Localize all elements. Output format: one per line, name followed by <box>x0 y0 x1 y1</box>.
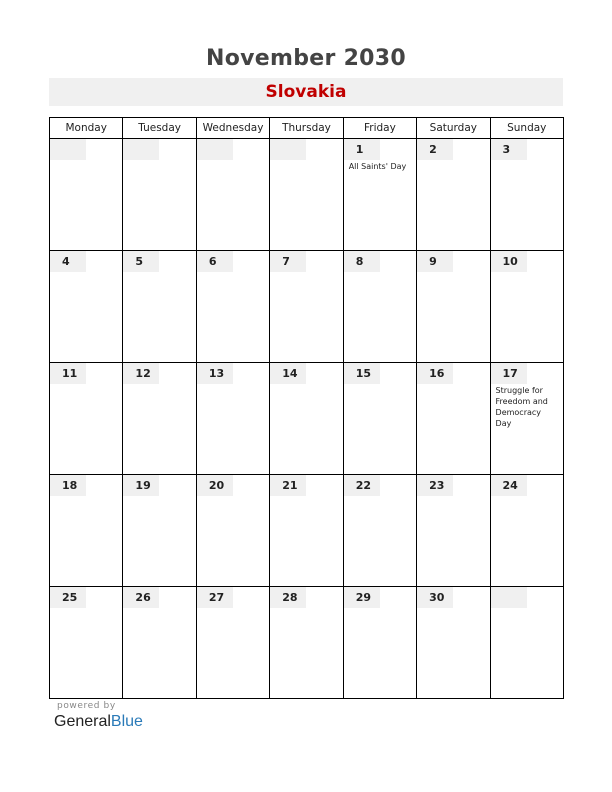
day-cell <box>417 475 490 587</box>
day-number: 28 <box>270 587 306 608</box>
brand-blue: Blue <box>110 713 143 730</box>
day-cell <box>50 363 123 475</box>
holiday-label: Struggle for Freedom and Democracy Day <box>495 386 548 428</box>
day-cell <box>270 587 343 699</box>
powered-by-text: powered by <box>57 701 116 711</box>
week-row <box>50 475 564 587</box>
day-number: 18 <box>50 475 86 496</box>
day-number: 20 <box>197 475 233 496</box>
day-cell <box>196 475 269 587</box>
day-number: 22 <box>344 475 380 496</box>
day-number: 29 <box>344 587 380 608</box>
brand-general: General <box>54 713 111 730</box>
day-cell <box>270 251 343 363</box>
day-cell <box>490 587 563 699</box>
day-cell <box>123 475 196 587</box>
day-cell <box>417 139 490 251</box>
day-number: 13 <box>197 363 233 384</box>
day-number: 1 <box>344 139 380 160</box>
day-number: 26 <box>123 587 159 608</box>
weekday-header: Saturday <box>417 118 490 139</box>
calendar-title: November 2030 <box>205 46 407 71</box>
weekday-header: Tuesday <box>123 118 196 139</box>
country-name: Slovakia <box>265 82 347 102</box>
day-number: 5 <box>123 251 159 272</box>
holiday-label: All Saints' Day <box>348 162 407 171</box>
weekday-header: Sunday <box>490 118 563 139</box>
week-row <box>50 587 564 699</box>
day-cell <box>490 475 563 587</box>
day-number: 8 <box>344 251 380 272</box>
day-number <box>491 587 527 608</box>
day-cell <box>196 251 269 363</box>
day-number: 6 <box>197 251 233 272</box>
day-number: 17 <box>491 363 527 384</box>
day-cell <box>490 251 563 363</box>
day-cell <box>417 363 490 475</box>
day-number: 30 <box>417 587 453 608</box>
day-cell <box>270 139 343 251</box>
day-number: 19 <box>123 475 159 496</box>
day-cell <box>270 363 343 475</box>
day-cell <box>196 363 269 475</box>
day-number: 12 <box>123 363 159 384</box>
day-number: 21 <box>270 475 306 496</box>
day-number: 23 <box>417 475 453 496</box>
day-cell <box>196 587 269 699</box>
day-cell <box>50 139 123 251</box>
week-row <box>50 363 564 475</box>
day-number: 27 <box>197 587 233 608</box>
day-number: 7 <box>270 251 306 272</box>
week-row <box>50 251 564 363</box>
day-cell <box>123 251 196 363</box>
day-number: 24 <box>491 475 527 496</box>
day-cell <box>50 251 123 363</box>
day-cell <box>417 587 490 699</box>
day-number: 15 <box>344 363 380 384</box>
weekday-header: Thursday <box>270 118 343 139</box>
day-cell <box>490 363 563 475</box>
day-number: 9 <box>417 251 453 272</box>
day-cell <box>343 139 416 251</box>
day-cell <box>343 251 416 363</box>
day-number: 11 <box>50 363 86 384</box>
day-number: 4 <box>50 251 86 272</box>
day-cell <box>50 587 123 699</box>
country-banner <box>49 78 563 106</box>
day-number <box>197 139 233 160</box>
weekday-header: Wednesday <box>196 118 269 139</box>
day-number: 25 <box>50 587 86 608</box>
day-cell <box>343 363 416 475</box>
calendar-grid <box>49 117 564 699</box>
day-cell <box>123 139 196 251</box>
day-cell <box>50 475 123 587</box>
day-number: 10 <box>491 251 527 272</box>
weekday-header-row <box>50 118 564 139</box>
weekday-header: Friday <box>343 118 416 139</box>
day-cell <box>270 475 343 587</box>
day-number: 2 <box>417 139 453 160</box>
day-cell <box>417 251 490 363</box>
weekday-header: Monday <box>50 118 123 139</box>
day-cell <box>343 587 416 699</box>
generalblue-logo[interactable] <box>54 713 143 731</box>
day-cell <box>123 587 196 699</box>
day-number: 16 <box>417 363 453 384</box>
day-cell <box>123 363 196 475</box>
day-cell <box>490 139 563 251</box>
day-number <box>50 139 86 160</box>
day-cell <box>343 475 416 587</box>
day-cell <box>196 139 269 251</box>
day-number <box>123 139 159 160</box>
week-row <box>50 139 564 251</box>
day-number <box>270 139 306 160</box>
day-number: 14 <box>270 363 306 384</box>
day-number: 3 <box>491 139 527 160</box>
